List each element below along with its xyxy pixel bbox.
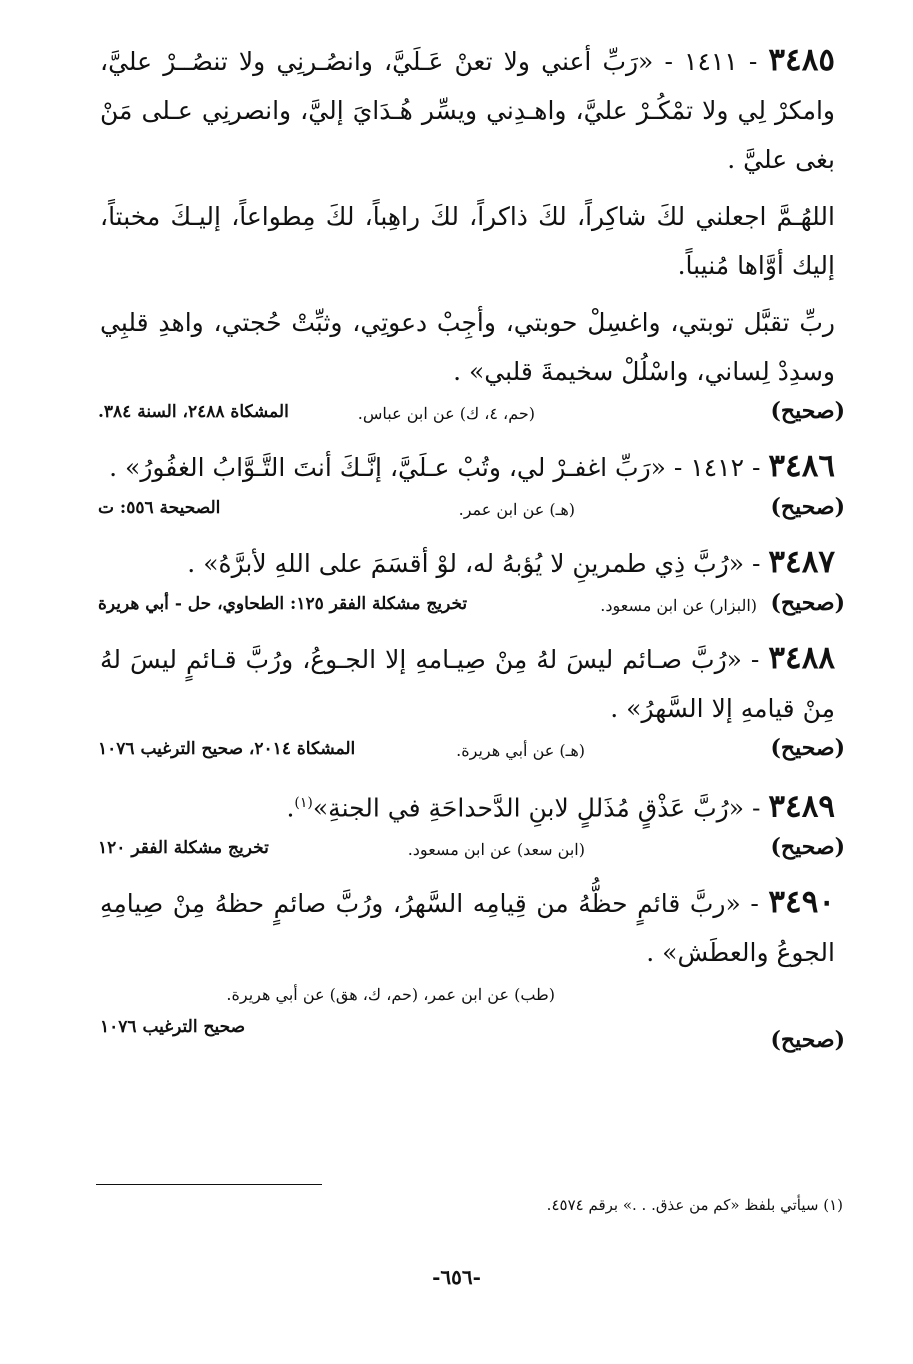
footnote-divider [96, 1184, 322, 1185]
dash: - [740, 889, 759, 919]
hadith-3485-continuation-1: اللهُـمَّ اجعلني لكَ شاكِراً، لكَ ذاكراً، لكَ راهِباً، لكَ مِطواعاً، إليـكَ مخبتاً، إليك أوَّاها مُنيباً. [100, 202, 835, 280]
source-row [100, 979, 845, 1059]
source-row [98, 834, 845, 874]
hadith-text: «رَبِّ اغفـرْ لي، وتُبْ عـلَيَّ، إنَّـكَ أنتَ التَّـوَّابُ الغفُورُ» . [109, 453, 666, 482]
hadith-number: ٣٤٨٧ [768, 544, 835, 580]
dash: - [653, 47, 673, 76]
source-text: (طب) عن ابن عمر، (حم، ك، هق) عن أبي هريرة. [226, 985, 555, 1005]
grade-badge: (صحيح) [770, 1027, 845, 1054]
hadith-number: ٣٤٩٠ [768, 884, 835, 921]
footnote: (١) سيأتي بلفظ «كم من عذق. . .» برقم ٤٥٧٤. [546, 1196, 843, 1214]
source-text: (ابن سعد) عن ابن مسعود. [407, 840, 585, 860]
hadith-3489 [100, 779, 835, 832]
reference-text: الصحيحة ٥٥٦: ت [98, 498, 221, 518]
hadith-3485-continuation-2: ربِّ تقبَّل توبتي، واغسِلْ حوبتي، وأجِبْ دعوتِي، وثبِّتْ حُجتي، واهدِ قلبِي وسدِدْ لِساني، واسْلُلْ سخيمةَ قلبي» . [100, 308, 835, 386]
source-row [98, 494, 845, 534]
source-text: (هـ) عن أبي هريرة. [456, 741, 585, 760]
grade-badge: (صحيح) [770, 735, 845, 761]
dash: - [741, 645, 760, 674]
source-row [98, 398, 845, 438]
reference-text: المشكاة ٢٠١٤، صحيح الترغيب ١٠٧٦ [98, 739, 356, 759]
source-row [98, 590, 845, 630]
sub-number: ١٤١٢ [690, 453, 745, 482]
sub-number: ١٤١١ [684, 47, 738, 76]
dash: - [744, 793, 761, 823]
reference-text: صحيح الترغيب ١٠٧٦ [100, 1017, 246, 1038]
footnote-mark[interactable]: (١) [294, 795, 313, 811]
end-mark: . [286, 793, 295, 823]
hadith-number: ٣٤٨٩ [768, 788, 835, 825]
source-text: (البزار) عن ابن مسعود. [600, 596, 757, 615]
hadith-text: «رُبَّ ذِي طمرينِ لا يُؤبهُ له، لوْ أقسَمَ على اللهِ لأبرَّهُ» . [187, 549, 745, 578]
reference-text: تخريج مشكلة الفقر ١٢٥: الطحاوي، حل - أبي هريرة [98, 594, 468, 614]
hadith-3488 [100, 634, 835, 733]
grade-badge: (صحيح) [770, 398, 845, 424]
hadith-3490 [100, 878, 835, 977]
reference-text: المشكاة ٢٤٨٨، السنة ٣٨٤. [98, 402, 289, 422]
hadith-text: «ربَّ قائمٍ حظُّهُ من قِيامِه السَّهرُ، ورُبَّ صائمٍ حظهُ مِنْ صِيامِهِ الجوعُ والعطَش» . [100, 889, 835, 968]
source-text: (هـ) عن ابن عمر. [458, 500, 575, 519]
hadith-text: «رُبَّ عَذْقٍ مُذَللٍ لابنِ الدَّحداحَةِ في الجنةِ» [312, 793, 745, 823]
hadith-text: «رَبِّ أعني ولا تعنْ عَـلَيَّ، وانصُـرنِي ولا تنصُــرْ عليَّ، وامكرْ لِي ولا تمْكُـرْ عليَّ، واهـدِني ويسِّر هُـدَايَ إليَّ، وانصرنِي عـلى مَنْ بغى عليَّ . [100, 47, 835, 174]
hadith-3487 [100, 538, 835, 588]
dash: - [737, 47, 758, 76]
dash: - [744, 549, 761, 578]
hadith-3485 [100, 36, 835, 184]
hadith-3486 [100, 442, 835, 492]
grade-badge: (صحيح) [770, 590, 845, 616]
source-row [98, 735, 845, 775]
hadith-number: ٣٤٨٦ [768, 448, 835, 484]
page-number: -٦٥٦- [432, 1265, 481, 1289]
source-text: (حم، ٤، ك) عن ابن عباس. [357, 404, 535, 423]
grade-badge: (صحيح) [770, 494, 845, 520]
grade-badge: (صحيح) [770, 834, 845, 861]
hadith-number: ٣٤٨٥ [768, 42, 835, 78]
reference-text: تخريج مشكلة الفقر ١٢٠ [98, 838, 269, 859]
hadith-number: ٣٤٨٨ [768, 640, 835, 676]
dash: - [665, 453, 683, 482]
dash: - [744, 453, 761, 482]
hadith-text: «رُبَّ صـائم ليسَ لهُ مِنْ صِيـامهِ إلا الجـوعُ، ورُبَّ قـائمٍ ليسَ لهُ مِنْ قيامهِ إلا السَّهرُ» . [100, 645, 835, 723]
